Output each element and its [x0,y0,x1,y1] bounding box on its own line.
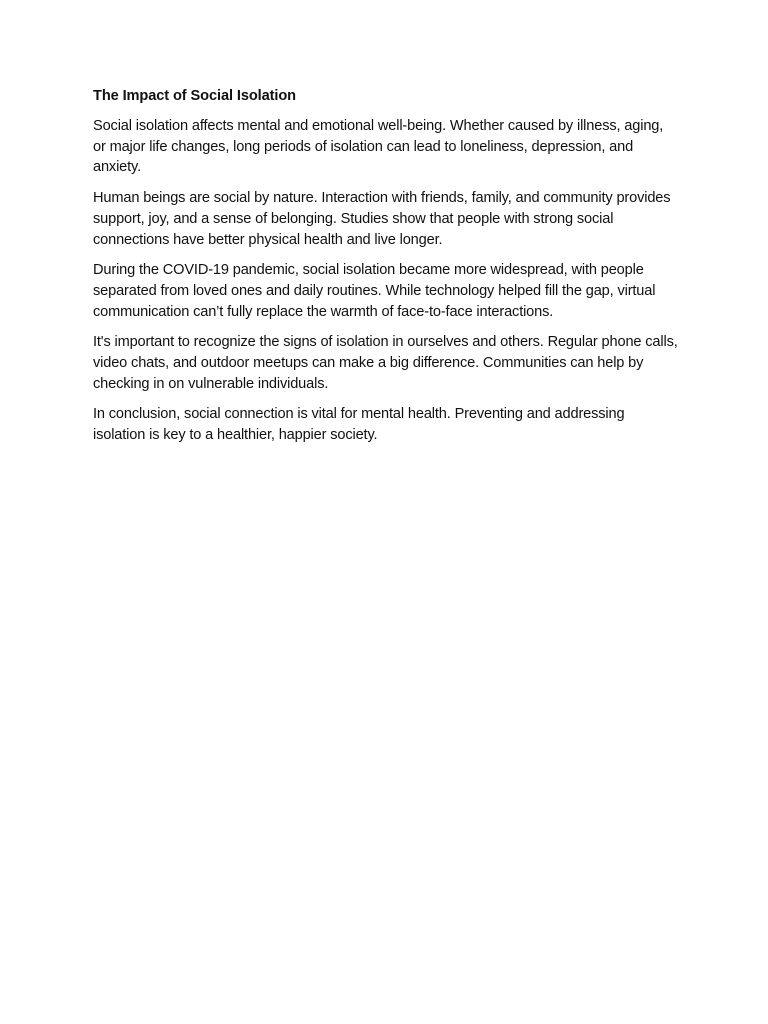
paragraph-4: It's important to recognize the signs of isolation in ourselves and others. Regular phone calls, video chats, and outdoor meetups can make a big difference. Communities can help by checking in on vulnerable individuals. [93,334,678,392]
document-title: The Impact of Social Isolation [93,88,296,104]
paragraph-1: Social isolation affects mental and emotional well-being. Whether caused by illness, aging, or major life changes, long periods of isolation can lead to loneliness, depression, and anxiety. [93,118,664,176]
paragraph-5: In conclusion, social connection is vital for mental health. Preventing and addressing isolation is key to a healthier, happier society. [93,406,625,444]
paragraph-2: Human beings are social by nature. Interaction with friends, family, and community provides support, joy, and a sense of belonging. Studies show that people with strong social connections have better physical health and live longer. [93,190,671,248]
document-body [93,86,678,456]
paragraph-3: During the COVID-19 pandemic, social isolation became more widespread, with people separated from loved ones and daily routines. While technology helped fill the gap, virtual communication can’t fully replace the warmth of face-to-face interactions. [93,262,656,320]
